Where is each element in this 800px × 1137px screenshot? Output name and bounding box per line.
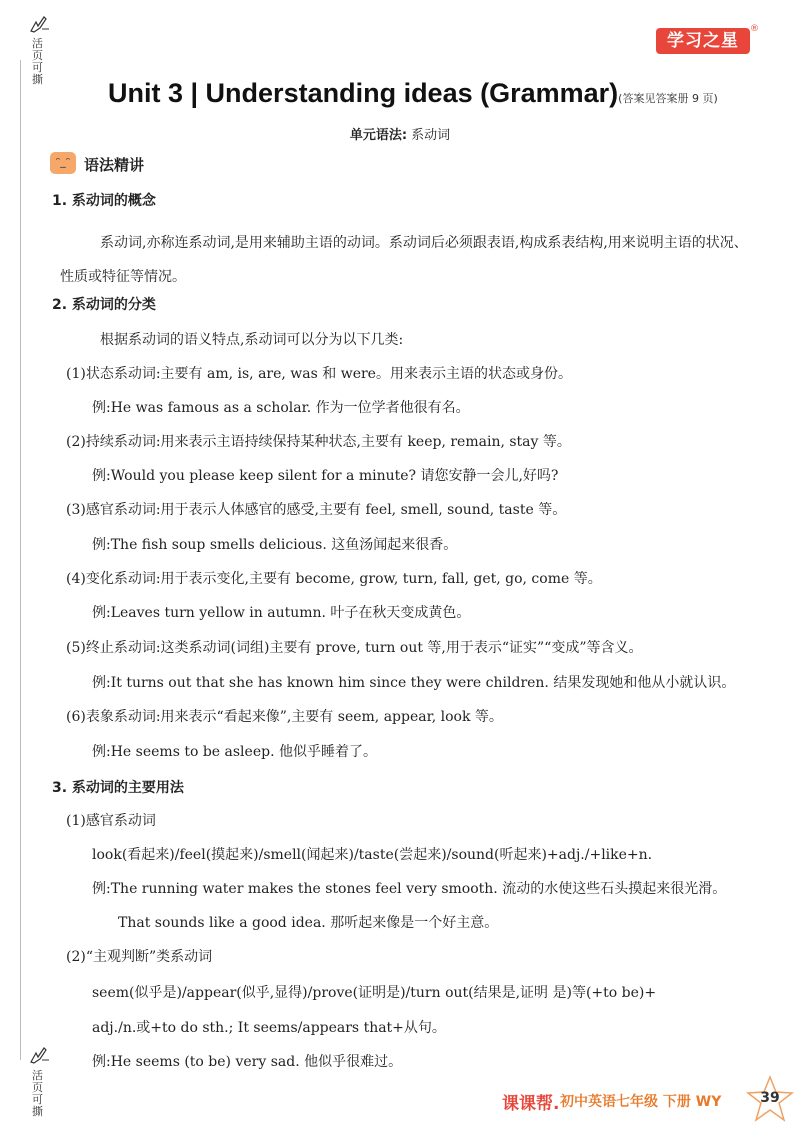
example-change: 例:Leaves turn yellow in autumn. 叶子在秋天变成黄色。 xyxy=(92,605,471,621)
usage-subjective-example: 例:He seems (to be) very sad. 他似乎很难过。 xyxy=(92,1054,403,1070)
usage-sense-example-1: 例:The running water makes the stones feel very smooth. 流动的水使这些石头摸起来很光滑。 xyxy=(92,881,727,897)
category-state: (1)状态系动词:主要有 am, is, are, was 和 were。用来表示主语的状态或身份。 xyxy=(66,366,572,382)
page-title xyxy=(108,78,718,109)
concept-paragraph: 系动词,亦称连系动词,是用来辅助主语的动词。系动词后必须跟表语,构成系表结构,用来说明主语的状况、性质或特征等情况。 xyxy=(60,235,748,285)
category-sense: (3)感官系动词:用于表示人体感官的感受,主要有 feel, smell, sound, taste 等。 xyxy=(66,502,567,518)
tear-off-label-top: 活页可撕 xyxy=(32,37,43,86)
answer-note: (答案见答案册 9 页) xyxy=(618,92,718,105)
brand-logo: 学习之星 xyxy=(656,28,750,54)
footer-book-info: 初中英语七年级 下册 WY xyxy=(560,1094,722,1110)
margin-line xyxy=(20,60,21,1060)
usage-subjective-title: (2)“主观判断”类系动词 xyxy=(66,949,213,965)
tear-off-label-bottom: 活页可撕 xyxy=(32,1069,43,1118)
category-terminal: (5)终止系动词:这类系动词(词组)主要有 prove, turn out 等,用于表示“证实”“变成”等含义。 xyxy=(66,640,643,656)
category-continuous: (2)持续系动词:用来表示主语持续保持某种状态,主要有 keep, remain, stay 等。 xyxy=(66,434,571,450)
heading-usage: 3. 系动词的主要用法 xyxy=(52,780,184,796)
registered-mark: ® xyxy=(750,24,759,34)
heading-classification: 2. 系动词的分类 xyxy=(52,297,156,313)
example-continuous: 例:Would you please keep silent for a minute? 请您安静一会儿,好吗? xyxy=(92,468,559,484)
usage-sense-formula: look(看起来)/feel(摸起来)/smell(闻起来)/taste(尝起来)/sound(听起来)+adj./+like+n. xyxy=(92,847,653,863)
footer-brand: 课课帮. xyxy=(502,1094,560,1114)
example-state: 例:He was famous as a scholar. 作为一位学者他很有名。 xyxy=(92,400,470,416)
page-number: 39 xyxy=(760,1090,780,1106)
scissors-hand-icon xyxy=(28,1045,50,1065)
heading-concept: 1. 系动词的概念 xyxy=(52,193,156,209)
example-seeming: 例:He seems to be asleep. 他似乎睡着了。 xyxy=(92,744,377,760)
scissors-hand-icon xyxy=(28,14,50,34)
subtitle-label: 单元语法: xyxy=(349,128,408,143)
subtitle-value: 系动词 xyxy=(411,128,451,143)
category-change: (4)变化系动词:用于表示变化,主要有 become, grow, turn, fall, get, go, come 等。 xyxy=(66,571,602,587)
usage-sense-title: (1)感官系动词 xyxy=(66,813,156,829)
classification-intro: 根据系动词的语义特点,系动词可以分为以下几类: xyxy=(100,332,404,348)
smiley-face-icon: ᵔ_ᵔ xyxy=(50,152,76,174)
unit-title: Unit 3 | Understanding ideas (Grammar) xyxy=(108,78,619,108)
usage-subjective-formula-1: seem(似乎是)/appear(似乎,显得)/prove(证明是)/turn out(结果是,证明 是)等(+to be)+ xyxy=(92,985,657,1001)
example-terminal: 例:It turns out that she has known him since they were children. 结果发现她和他从小就认识。 xyxy=(92,675,736,691)
section-title: 语法精讲 xyxy=(84,156,145,174)
category-seeming: (6)表象系动词:用来表示“看起来像”,主要有 seem, appear, look 等。 xyxy=(66,709,503,725)
unit-grammar-subtitle xyxy=(0,124,800,143)
example-sense: 例:The fish soup smells delicious. 这鱼汤闻起来很香。 xyxy=(92,537,458,553)
usage-subjective-formula-2: adj./n.或+to do sth.; It seems/appears that+从句。 xyxy=(92,1020,446,1036)
usage-sense-example-2: That sounds like a good idea. 那听起来像是一个好主意。 xyxy=(118,915,499,931)
